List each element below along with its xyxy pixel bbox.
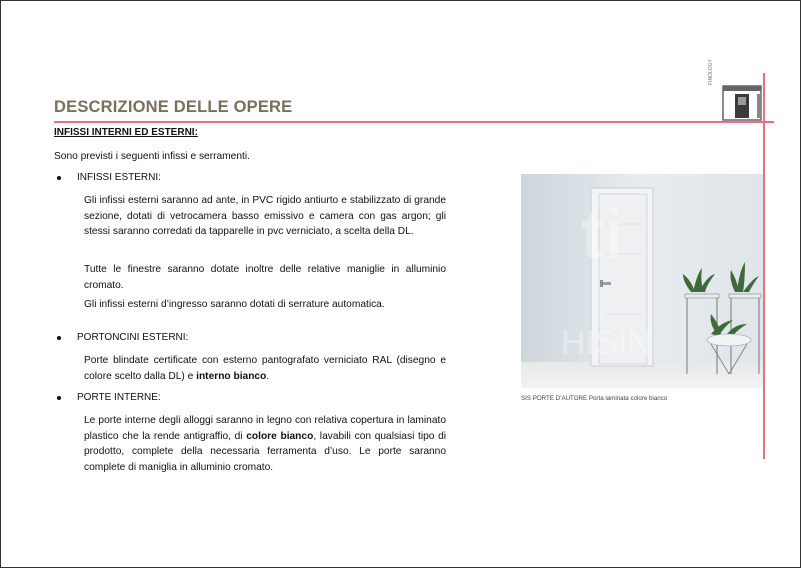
header-rule [54,121,774,123]
paragraph: Tutte le finestre saranno dotate inoltre delle relative maniglie in alluminio cromato. [84,264,446,291]
bold-text: colore bianco [246,430,314,442]
paragraph [84,353,446,384]
bullet-label-portoncini: PORTONCINI ESTERNI: [77,332,189,343]
bullet-dot [57,176,61,180]
page-title: DESCRIZIONE DELLE OPERE [54,98,293,116]
photo-caption: SIS PORTE D’AUTORE Porta laminata colore bianco [521,395,668,402]
company-logo [721,82,765,122]
bullet-dot [57,336,61,340]
intro-text: Sono previsti i seguenti infissi e serramenti. [54,151,250,162]
paragraph [84,413,446,475]
text-run: . [266,370,270,382]
logo-text: FINOLOGY [708,59,714,85]
side-rule [763,73,765,459]
section-heading: INFISSI INTERNI ED ESTERNI: [54,127,198,138]
paragraph: Gli infissi esterni saranno ad ante, in PVC rigido antiurto e stabilizzato di grande sezione, dotati di vetrocamera basso emissivo e camera con gas argon; gli stessi saranno corredati da tapparelle in pvc verniciato, a scelta della DL. [84,195,446,237]
text-run: Le porte interne degli alloggi saranno in legno con relativa copertura in laminato plastico che la rende antigraffio, di [84,415,446,442]
bullet-label-porte-interne: PORTE INTERNE: [77,392,161,403]
text-run: , lavabili con qualsiasi tipo di prodotto, complete della necessaria ferramenta d’uso. Le porte saranno complete di maniglia in alluminio cromato. [84,430,447,473]
svg-text:ti: ti [581,195,624,273]
paragraph: Gli infissi esterni d’ingresso saranno dotati di serrature automatica. [84,299,385,310]
bullet-label-infissi-esterni: INFISSI ESTERNI: [77,172,161,183]
text-run: Porte blindate certificate con esterno pantografato verniciato RAL (disegno e colore scelto dalla DL) e [84,355,446,382]
door-photo [521,174,763,388]
bold-text: interno bianco [196,370,267,382]
bullet-dot [57,396,61,400]
svg-text:HISIN: HISIN [561,324,652,362]
